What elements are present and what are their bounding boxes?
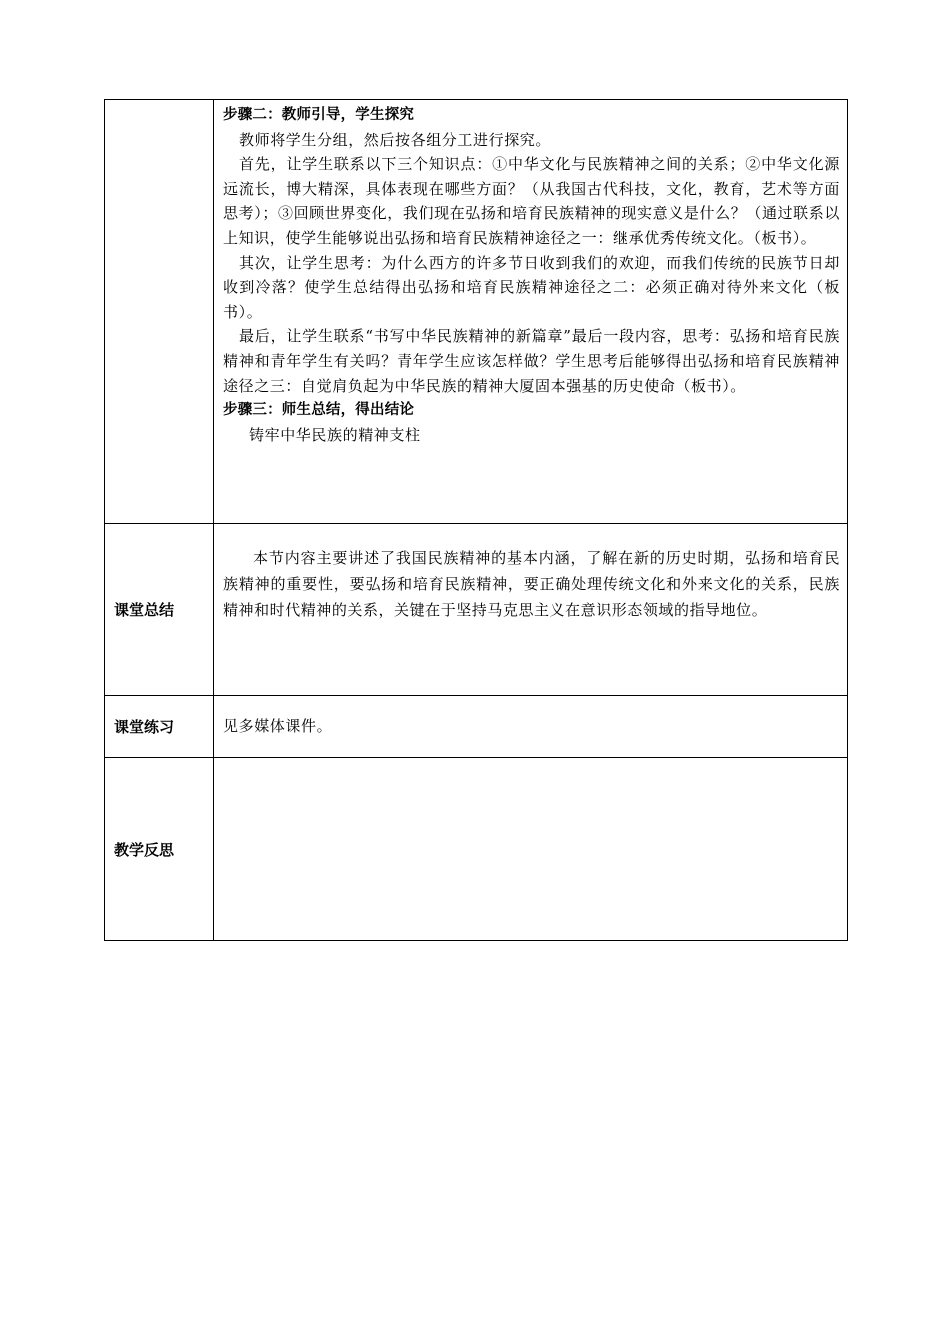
step2-heading: 步骤二：教师引导，学生探究 xyxy=(223,107,415,123)
practice-content-cell xyxy=(214,696,848,758)
steps-label-cell xyxy=(105,100,214,524)
reflection-row xyxy=(105,758,848,941)
steps-row xyxy=(105,100,848,524)
steps-content-cell xyxy=(214,100,848,524)
step2-paragraph-first: 首先，让学生联系以下三个知识点：①中华文化与民族精神之间的关系；②中华文化源远流长，博大精深，具体表现在哪些方面？（从我国古代科技，文化，教育，艺术等方面思考）；③回顾世界变化，我们现在弘扬和培育民族精神的现实意义是什么？（通过联系以上知识，使学生能够说出弘扬和培育民族精神途径之一：继承优秀传统文化。（板书）。 xyxy=(223,155,840,247)
step3-heading: 步骤三：师生总结，得出结论 xyxy=(223,402,415,419)
reflection-label: 教学反思 xyxy=(105,758,214,941)
reflection-content-cell[interactable] xyxy=(214,758,848,941)
step2-paragraph-grouping: 教师将学生分组，然后按各组分工进行探究。 xyxy=(239,130,552,149)
summary-content-cell xyxy=(214,524,848,696)
summary-row xyxy=(105,524,848,696)
practice-text: 见多媒体课件。 xyxy=(223,717,333,736)
practice-row xyxy=(105,696,848,758)
step2-paragraph-last: 最后，让学生联系“书写中华民族精神的新篇章”最后一段内容，思考：弘扬和培育民族精神和青年学生有关吗？青年学生应该怎样做？学生思考后能够得出弘扬和培育民族精神途径之三：自觉肩负起为中华民族的精神大厦固本强基的历史使命（板书）。 xyxy=(223,327,840,395)
practice-label: 课堂练习 xyxy=(105,696,214,758)
summary-label: 课堂总结 xyxy=(105,524,214,696)
lesson-plan-table xyxy=(104,99,848,941)
summary-text: 本节内容主要讲述了我国民族精神的基本内涵，了解在新的历史时期，弘扬和培育民族精神的重要性，要弘扬和培育民族精神，要正确处理传统文化和外来文化的关系，民族精神和时代精神的关系，关键在于坚持马克思主义在意识形态领域的指导地位。 xyxy=(223,549,840,619)
step2-paragraph-second: 其次，让学生思考：为什么西方的许多节日收到我们的欢迎，而我们传统的民族节日却收到冷落？使学生总结得出弘扬和培育民族精神途径之二：必须正确对待外来文化（板书）。 xyxy=(223,253,840,321)
step3-conclusion: 铸牢中华民族的精神支柱 xyxy=(249,425,421,444)
